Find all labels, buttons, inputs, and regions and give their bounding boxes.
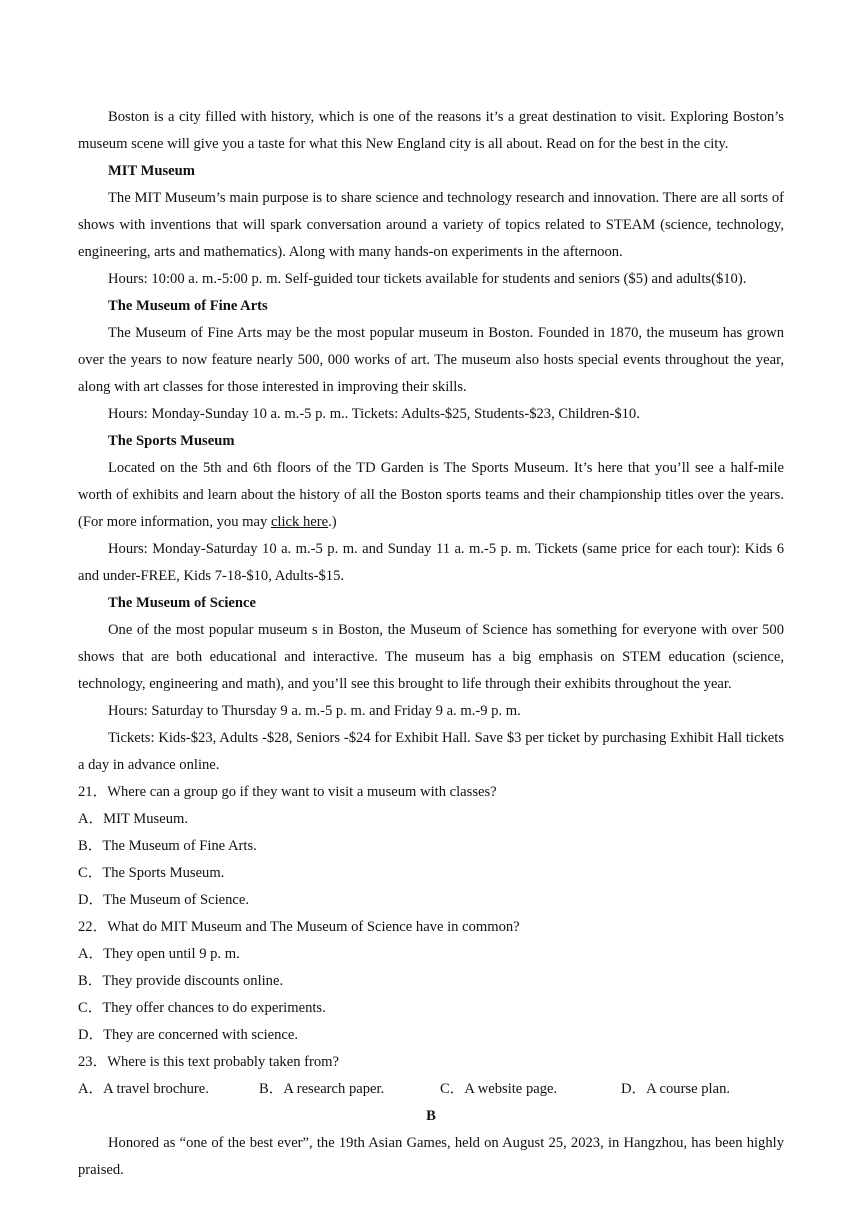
question-22-options: [78, 941, 784, 1049]
fine-arts-heading: The Museum of Fine Arts: [108, 298, 268, 314]
option-d: D．A course plan.: [621, 1081, 731, 1097]
option-a: A．A travel brochure.: [78, 1081, 209, 1097]
question-22: 22．What do MIT Museum and The Museum of Science have in common?: [78, 919, 520, 935]
section-b-paragraph: Honored as “one of the best ever”, the 19th Asian Games, held on August 25, 2023, in Hangzhou, has been highly praised.: [78, 1135, 784, 1178]
science-museum-heading: The Museum of Science: [108, 595, 256, 611]
sports-museum-hours: Hours: Monday-Saturday 10 a. m.-5 p. m. and Sunday 11 a. m.-5 p. m. Tickets (same price for each tour): Kids 6 and under-FREE, Kids 7-18-$10, Adults-$15.: [78, 541, 784, 584]
document-content: [78, 104, 784, 1184]
option-c: C．They offer chances to do experiments.: [78, 1000, 326, 1016]
option-b: B．The Museum of Fine Arts.: [78, 838, 257, 854]
sports-desc-end: .): [328, 514, 337, 530]
science-museum-tickets: Tickets: Kids-$23, Adults -$28, Seniors -$24 for Exhibit Hall. Save $3 per ticket by purchasing Exhibit Hall tickets a day in advance online.: [78, 730, 784, 773]
question-21: 21．Where can a group go if they want to visit a museum with classes?: [78, 784, 497, 800]
intro-paragraph: Boston is a city filled with history, which is one of the reasons it’s a great destination to visit. Exploring Boston’s museum scene will give you a taste for what this New England city is all about. Read on for the best in the city.: [78, 109, 784, 152]
option-c: C．The Sports Museum.: [78, 865, 225, 881]
section-b-heading: B: [426, 1108, 436, 1124]
option-d: D．The Museum of Science.: [78, 892, 250, 908]
option-c: C．A website page.: [440, 1081, 558, 1097]
option-a: A．They open until 9 p. m.: [78, 946, 240, 962]
sports-museum-heading: The Sports Museum: [108, 433, 235, 449]
sports-desc-text: Located on the 5th and 6th floors of the TD Garden is The Sports Museum. It’s here that you’ll see a half-mile worth of exhibits and learn about the history of all the Boston sports teams and their championship titles over the years. (For more information, you may: [78, 460, 784, 530]
mit-museum-description: The MIT Museum’s main purpose is to share science and technology research and innovation. There are all sorts of shows with inventions that will spark conversation around a variety of topics related to STEAM (science, technology, engineering, arts and mathematics). Along with many hands-on experiments in the afternoon.: [78, 190, 784, 260]
option-b: B．They provide discounts online.: [78, 973, 284, 989]
click-here-link[interactable]: click here: [270, 514, 329, 530]
option-b: B．A research paper.: [259, 1081, 385, 1097]
science-museum-description: One of the most popular museum s in Boston, the Museum of Science has something for everyone with over 500 shows that are both educational and interactive. The museum has a big emphasis on STEM education (science, technology, engineering and math), and you’ll see this brought to life through their exhibits throughout the year.: [78, 622, 784, 692]
question-23-options: [78, 1076, 784, 1103]
mit-museum-hours: Hours: 10:00 a. m.-5:00 p. m. Self-guided tour tickets available for students and seniors ($5) and adults($10).: [108, 271, 747, 287]
option-a: A．MIT Museum.: [78, 811, 188, 827]
option-d: D．They are concerned with science.: [78, 1027, 299, 1043]
question-21-options: [78, 806, 784, 914]
sports-museum-description: [78, 455, 784, 536]
science-museum-hours: Hours: Saturday to Thursday 9 a. m.-5 p. m. and Friday 9 a. m.-9 p. m.: [108, 703, 521, 719]
fine-arts-hours: Hours: Monday-Sunday 10 a. m.-5 p. m.. Tickets: Adults-$25, Students-$23, Children-$10.: [108, 406, 640, 422]
question-23: 23．Where is this text probably taken from?: [78, 1054, 339, 1070]
mit-museum-heading: MIT Museum: [108, 163, 195, 179]
fine-arts-description: The Museum of Fine Arts may be the most popular museum in Boston. Founded in 1870, the museum has grown over the years to now feature nearly 500, 000 works of art. The museum also hosts special events throughout the year, along with art classes for those interested in improving their skills.: [78, 325, 784, 395]
